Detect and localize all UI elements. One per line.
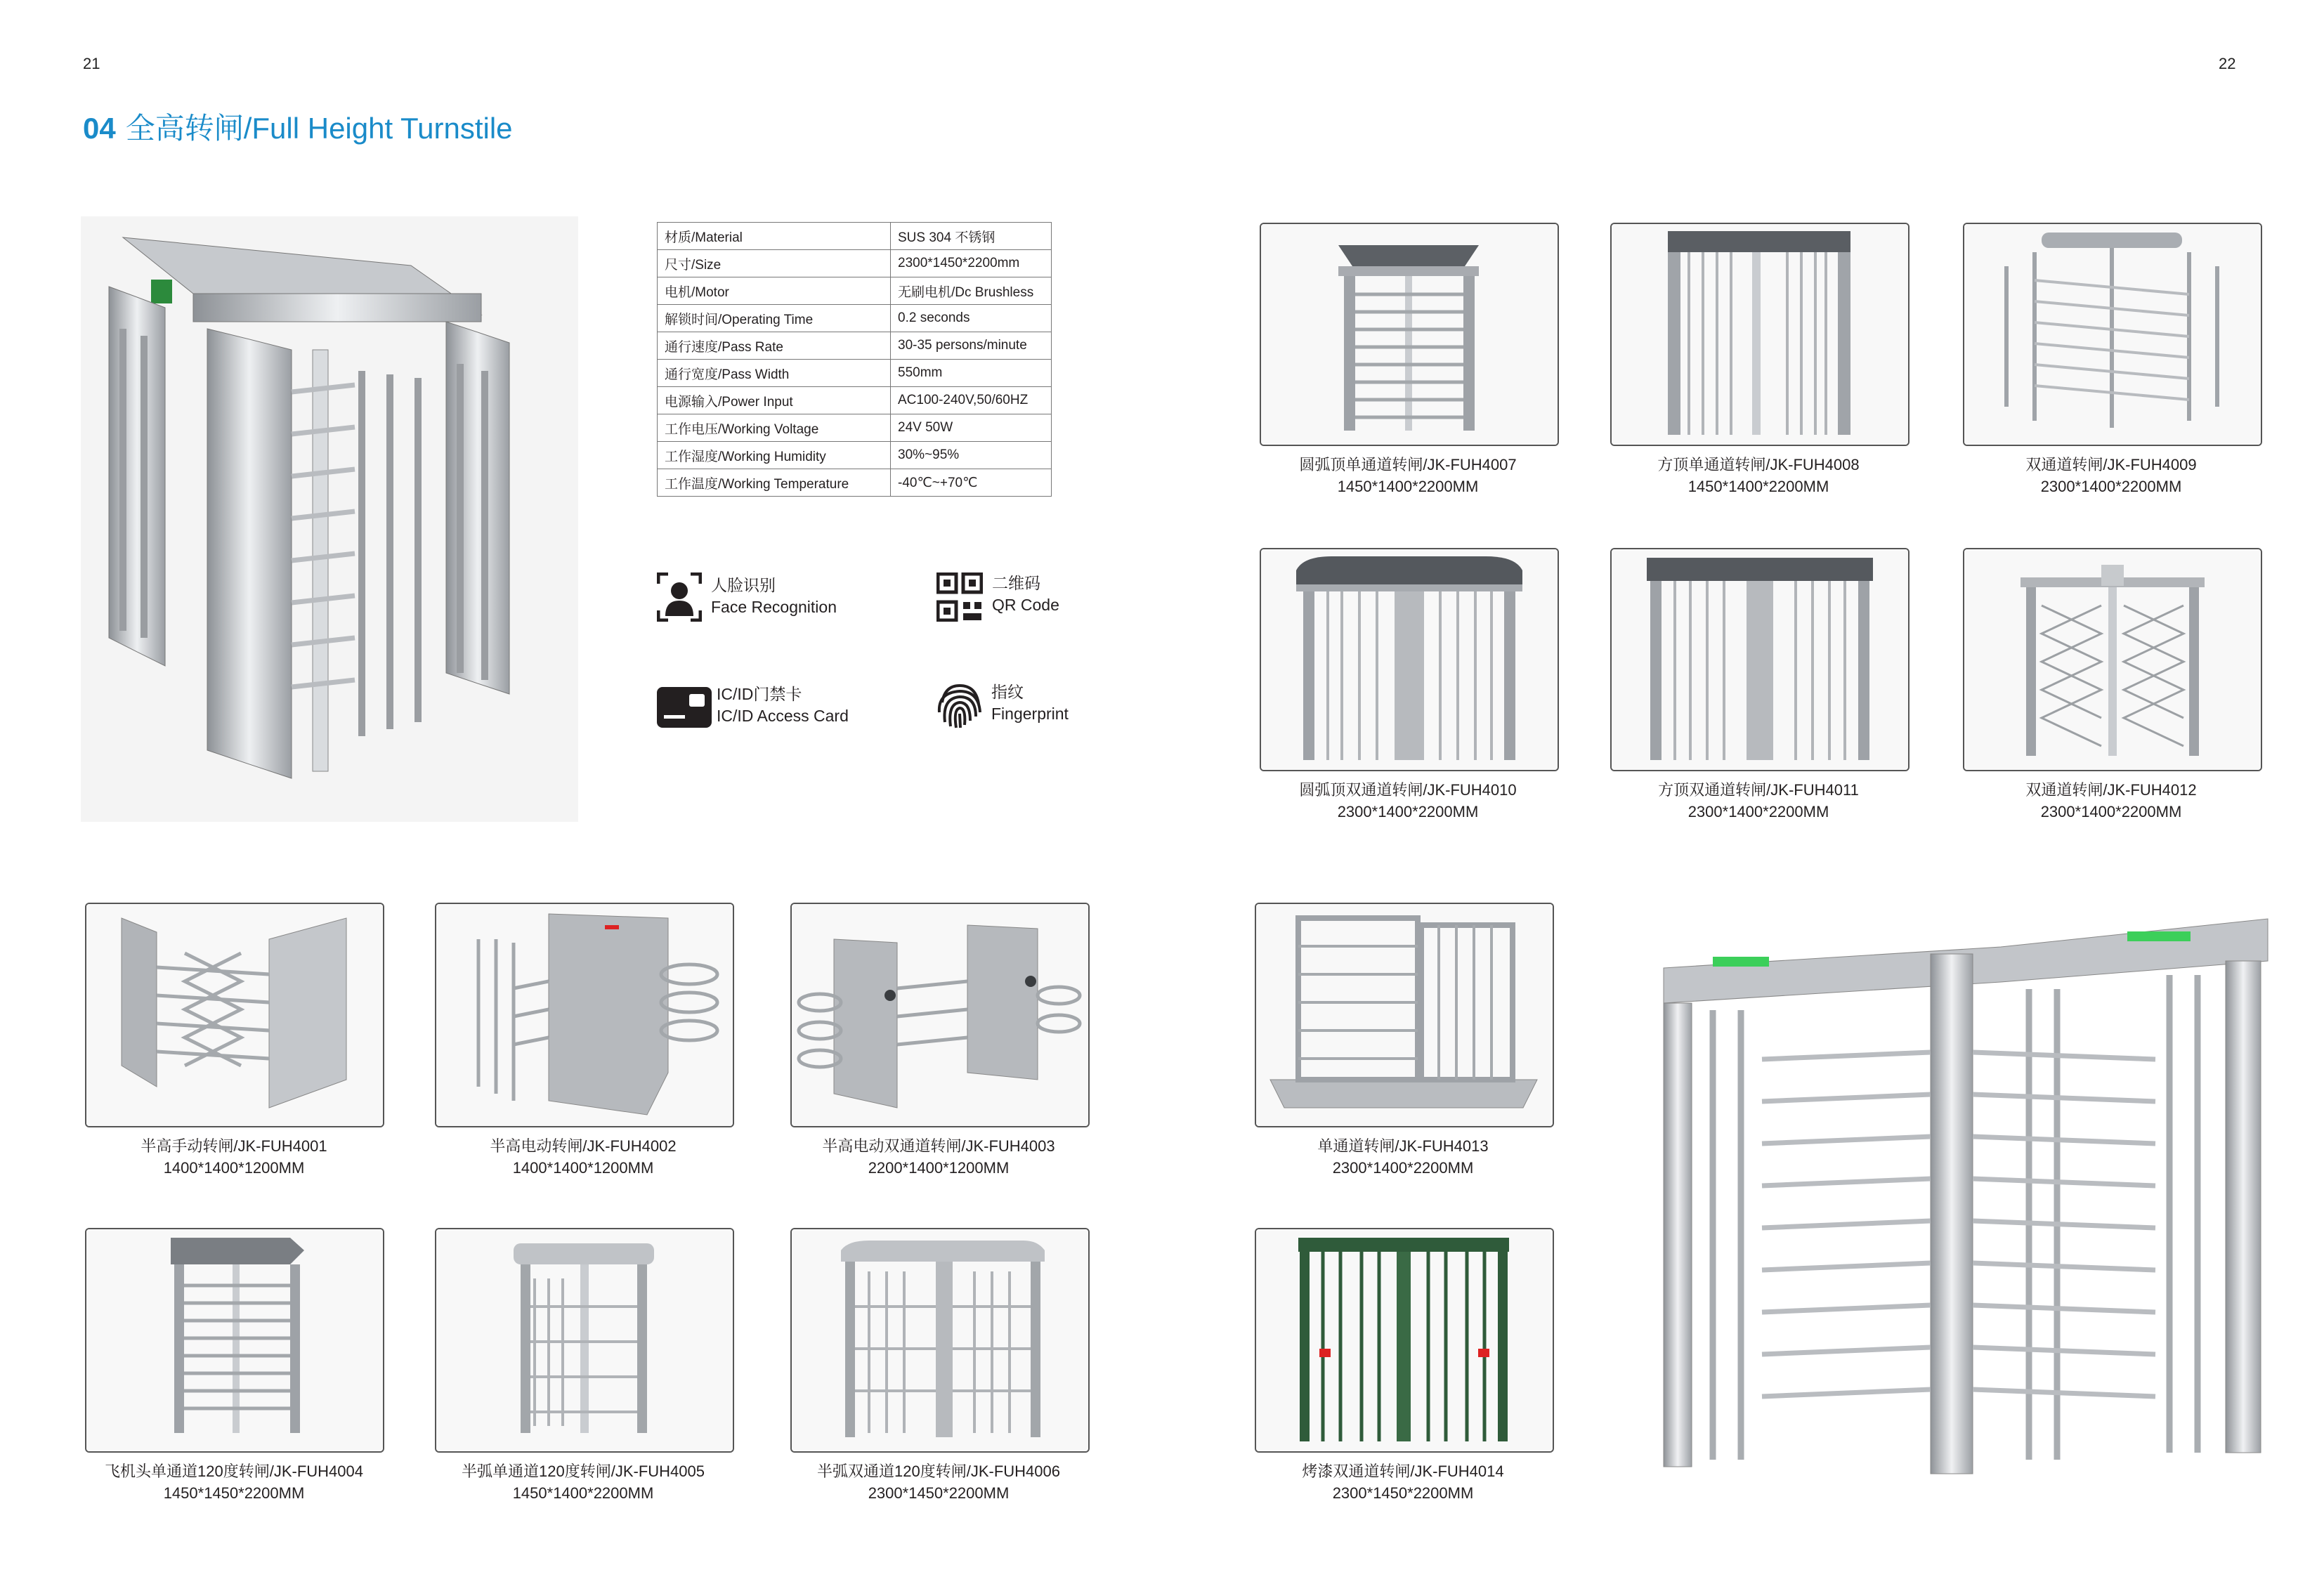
product-card-fuh4006[interactable] bbox=[790, 1228, 1090, 1453]
qr-code-icon bbox=[936, 572, 983, 622]
feature-cn-label: 指纹 bbox=[991, 683, 1024, 701]
product-name: 双通道转闸/JK-FUH4012 bbox=[2025, 781, 2197, 799]
table-row bbox=[658, 305, 1052, 332]
product-name: 半高电动转闸/JK-FUH4002 bbox=[490, 1137, 677, 1155]
product-caption-fuh4009 bbox=[2025, 454, 2196, 497]
feature-en-label: QR Code bbox=[992, 596, 1059, 614]
product-name: 飞机头单通道120度转闸/JK-FUH4004 bbox=[105, 1463, 363, 1480]
product-caption-fuh4003 bbox=[822, 1135, 1055, 1179]
product-image bbox=[1256, 904, 1553, 1126]
product-image bbox=[86, 904, 383, 1126]
product-caption-fuh4010 bbox=[1299, 779, 1516, 823]
product-size: 1400*1400*1200MM bbox=[163, 1159, 305, 1177]
table-row bbox=[658, 360, 1052, 387]
product-size: 2200*1400*1200MM bbox=[868, 1159, 1010, 1177]
spec-label: 工作电压/Working Voltage bbox=[658, 414, 891, 442]
product-card-fuh4007[interactable] bbox=[1260, 223, 1559, 446]
feature-qr-code bbox=[992, 572, 1059, 616]
product-size: 1400*1400*1200MM bbox=[512, 1159, 654, 1177]
product-name: 圆弧顶双通道转闸/JK-FUH4010 bbox=[1299, 781, 1517, 799]
product-size: 2300*1400*2200MM bbox=[1332, 1159, 1474, 1177]
product-card-fuh4014[interactable] bbox=[1255, 1228, 1554, 1453]
feature-access-card bbox=[717, 683, 849, 727]
section-title-text: 全高转闸/Full Height Turnstile bbox=[125, 112, 513, 145]
spec-value: 30%~95% bbox=[891, 442, 1052, 469]
table-row bbox=[658, 332, 1052, 360]
feature-en-label: IC/ID Access Card bbox=[717, 707, 849, 725]
page-number-left: 21 bbox=[83, 55, 100, 72]
product-caption-fuh4014 bbox=[1302, 1460, 1503, 1504]
product-size: 2300*1400*2200MM bbox=[2040, 478, 2182, 495]
product-image bbox=[1612, 224, 1908, 445]
product-card-fuh4005[interactable] bbox=[435, 1228, 734, 1453]
section-title bbox=[83, 105, 513, 148]
spec-value: -40℃~+70℃ bbox=[891, 469, 1052, 497]
product-card-fuh4001[interactable] bbox=[85, 903, 384, 1127]
product-caption-fuh4001 bbox=[141, 1135, 327, 1179]
product-card-fuh4009[interactable] bbox=[1963, 223, 2262, 446]
product-image bbox=[1261, 224, 1558, 445]
spec-value: 550mm bbox=[891, 360, 1052, 387]
product-caption-fuh4007 bbox=[1299, 454, 1516, 497]
spec-value: 无刷电机/Dc Brushless bbox=[891, 277, 1052, 305]
spec-label: 通行宽度/Pass Width bbox=[658, 360, 891, 387]
product-size: 1450*1400*2200MM bbox=[512, 1484, 654, 1502]
feature-fingerprint bbox=[991, 681, 1069, 725]
table-row bbox=[658, 387, 1052, 414]
feature-cn-label: IC/ID门禁卡 bbox=[717, 685, 802, 703]
table-row bbox=[658, 277, 1052, 305]
product-size: 1450*1400*2200MM bbox=[1337, 478, 1479, 495]
product-image bbox=[436, 1229, 733, 1451]
product-size: 1450*1400*2200MM bbox=[1687, 478, 1829, 495]
product-card-fuh4002[interactable] bbox=[435, 903, 734, 1127]
page-number-right: 22 bbox=[2219, 55, 2236, 72]
product-name: 半弧双通道120度转闸/JK-FUH4006 bbox=[817, 1463, 1060, 1480]
section-number: 04 bbox=[83, 112, 116, 145]
spec-table bbox=[657, 222, 1052, 497]
feature-face-recognition bbox=[711, 575, 837, 618]
spec-value: 2300*1450*2200mm bbox=[891, 250, 1052, 277]
product-name: 半高电动双通道转闸/JK-FUH4003 bbox=[822, 1137, 1055, 1155]
feature-en-label: Fingerprint bbox=[991, 705, 1069, 723]
product-image bbox=[1964, 224, 2261, 445]
product-image bbox=[792, 1229, 1088, 1451]
product-caption-fuh4005 bbox=[462, 1460, 705, 1504]
spec-label: 电机/Motor bbox=[658, 277, 891, 305]
product-caption-fuh4004 bbox=[105, 1460, 363, 1504]
product-card-fuh4012[interactable] bbox=[1963, 548, 2262, 771]
product-caption-fuh4013 bbox=[1317, 1135, 1488, 1179]
spec-value: 30-35 persons/minute bbox=[891, 332, 1052, 360]
product-image bbox=[1256, 1229, 1553, 1451]
table-row bbox=[658, 469, 1052, 497]
feature-en-label: Face Recognition bbox=[711, 598, 837, 616]
hero-turnstile-image bbox=[81, 216, 578, 822]
face-recognition-icon bbox=[657, 572, 702, 622]
product-name: 单通道转闸/JK-FUH4013 bbox=[1317, 1137, 1489, 1155]
product-name: 半高手动转闸/JK-FUH4001 bbox=[141, 1137, 327, 1155]
product-card-fuh4011[interactable] bbox=[1610, 548, 1910, 771]
product-caption-fuh4006 bbox=[817, 1460, 1060, 1504]
fingerprint-icon bbox=[935, 681, 984, 731]
spec-label: 尺寸/Size bbox=[658, 250, 891, 277]
spec-label: 电源输入/Power Input bbox=[658, 387, 891, 414]
spec-value: 0.2 seconds bbox=[891, 305, 1052, 332]
product-card-fuh4013[interactable] bbox=[1255, 903, 1554, 1127]
product-size: 2300*1450*2200MM bbox=[1332, 1484, 1474, 1502]
access-card-icon bbox=[655, 686, 713, 729]
product-image bbox=[1612, 549, 1908, 770]
spec-label: 通行速度/Pass Rate bbox=[658, 332, 891, 360]
product-caption-fuh4008 bbox=[1657, 454, 1859, 497]
product-size: 1450*1450*2200MM bbox=[163, 1484, 305, 1502]
table-row bbox=[658, 414, 1052, 442]
product-caption-fuh4012 bbox=[2025, 779, 2196, 823]
hero-turnstile-drawing bbox=[81, 216, 578, 822]
product-name: 方顶双通道转闸/JK-FUH4011 bbox=[1658, 781, 1859, 799]
table-row bbox=[658, 250, 1052, 277]
product-name: 方顶单通道转闸/JK-FUH4008 bbox=[1657, 456, 1860, 473]
large-turnstile-image bbox=[1636, 898, 2289, 1486]
spec-value: 24V 50W bbox=[891, 414, 1052, 442]
spec-value: SUS 304 不锈钢 bbox=[891, 223, 1052, 250]
product-card-fuh4010[interactable] bbox=[1260, 548, 1559, 771]
product-name: 双通道转闸/JK-FUH4009 bbox=[2025, 456, 2197, 473]
spec-label: 工作湿度/Working Humidity bbox=[658, 442, 891, 469]
product-caption-fuh4002 bbox=[490, 1135, 676, 1179]
product-name: 烤漆双通道转闸/JK-FUH4014 bbox=[1302, 1463, 1504, 1480]
feature-cn-label: 人脸识别 bbox=[711, 576, 776, 594]
product-card-fuh4004[interactable] bbox=[85, 1228, 384, 1453]
spec-value: AC100-240V,50/60HZ bbox=[891, 387, 1052, 414]
product-name: 圆弧顶单通道转闸/JK-FUH4007 bbox=[1299, 456, 1517, 473]
product-caption-fuh4011 bbox=[1658, 779, 1859, 823]
product-image bbox=[436, 904, 733, 1126]
product-size: 2300*1400*2200MM bbox=[2040, 803, 2182, 820]
product-size: 2300*1450*2200MM bbox=[868, 1484, 1010, 1502]
large-turnstile-drawing bbox=[1636, 898, 2289, 1486]
product-size: 2300*1400*2200MM bbox=[1337, 803, 1479, 820]
table-row bbox=[658, 442, 1052, 469]
spec-label: 解锁时间/Operating Time bbox=[658, 305, 891, 332]
product-card-fuh4003[interactable] bbox=[790, 903, 1090, 1127]
product-image bbox=[792, 904, 1088, 1126]
spec-label: 材质/Material bbox=[658, 223, 891, 250]
table-row bbox=[658, 223, 1052, 250]
spec-label: 工作温度/Working Temperature bbox=[658, 469, 891, 497]
product-image bbox=[86, 1229, 383, 1451]
product-image bbox=[1261, 549, 1558, 770]
feature-cn-label: 二维码 bbox=[992, 574, 1040, 592]
product-image bbox=[1964, 549, 2261, 770]
product-size: 2300*1400*2200MM bbox=[1687, 803, 1829, 820]
product-card-fuh4008[interactable] bbox=[1610, 223, 1910, 446]
product-name: 半弧单通道120度转闸/JK-FUH4005 bbox=[462, 1463, 705, 1480]
